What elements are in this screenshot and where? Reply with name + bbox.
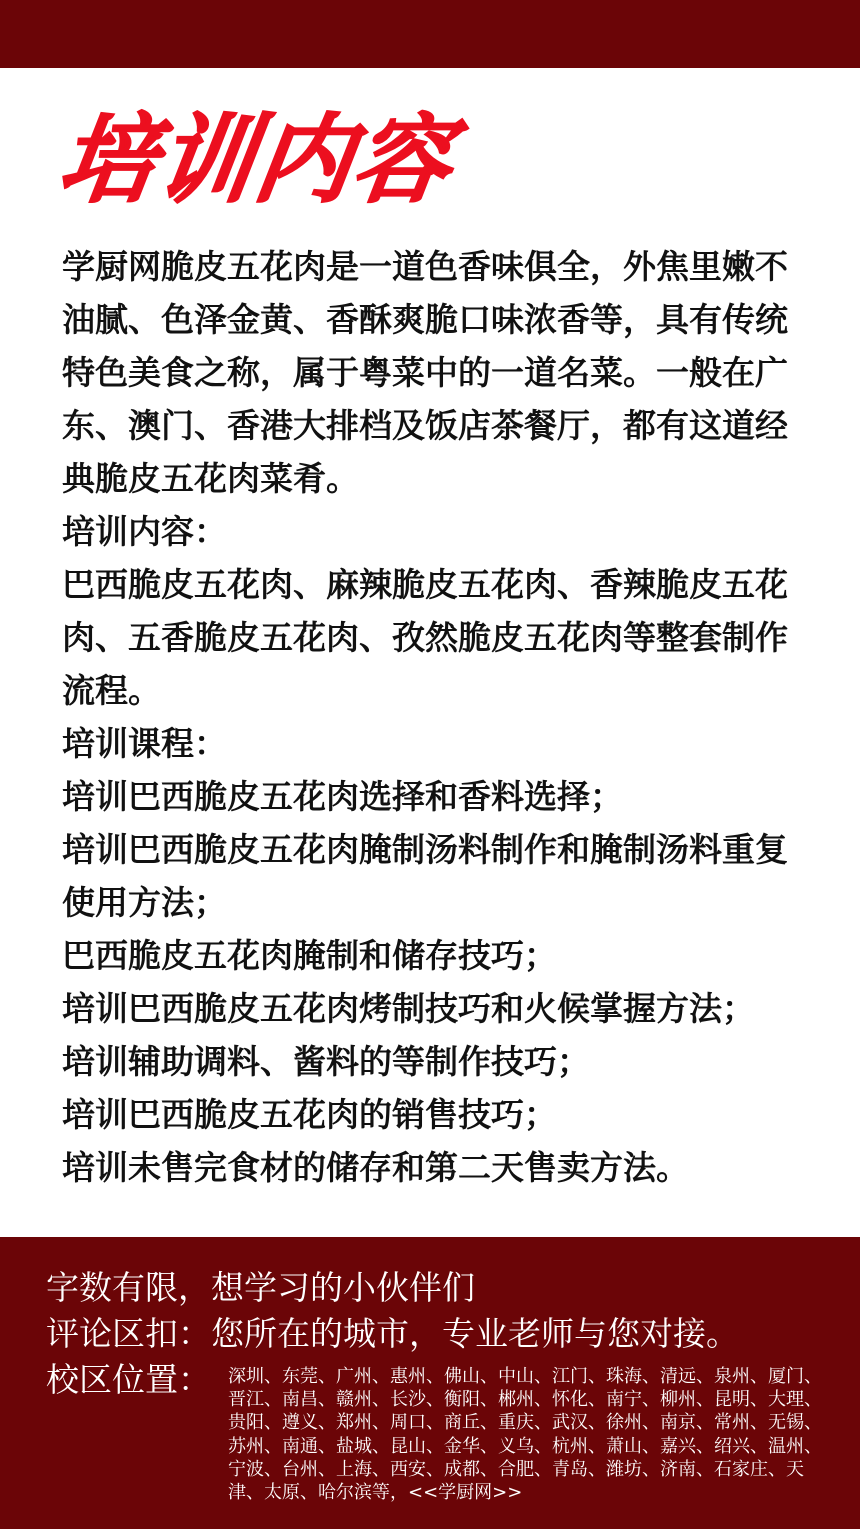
course-item: 培训巴西脆皮五花肉烤制技巧和火候掌握方法； xyxy=(62,989,755,1028)
section-heading-course: 培训课程： xyxy=(62,724,227,763)
page-title: 培训内容 xyxy=(52,104,460,216)
section-heading-content: 培训内容： xyxy=(62,512,227,551)
course-item: 巴西脆皮五花肉腌制和储存技巧； xyxy=(62,936,557,975)
course-item: 培训辅助调料、酱料的等制作技巧； xyxy=(62,1042,590,1081)
course-item: 培训巴西脆皮五花肉的销售技巧； xyxy=(62,1095,557,1134)
course-item: 培训巴西脆皮五花肉腌制汤料制作和腌制汤料重复使用方法； xyxy=(62,830,788,922)
contact-panel xyxy=(0,1237,860,1529)
article-body xyxy=(62,240,802,1194)
intro-paragraph: 学厨网脆皮五花肉是一道色香味俱全，外焦里嫩不油腻、色泽金黄、香酥爽脆口味浓香等，具有传统特色美食之称，属于粤菜中的一道名菜。一般在广东、澳门、香港大排档及饭店茶餐厅，都有这道经典脆皮五花肉菜肴。 xyxy=(62,247,788,498)
course-item: 培训巴西脆皮五花肉选择和香料选择； xyxy=(62,777,623,816)
campus-list: 深圳、东莞、广州、惠州、佛山、中山、江门、珠海、清远、泉州、厦门、晋江、南昌、赣州、长沙、衡阳、郴州、怀化、南宁、柳州、昆明、大理、贵阳、遵义、郑州、周口、商丘、重庆、武汉、徐州、南京、常州、无锡、苏州、南通、盐城、昆山、金华、义乌、杭州、萧山、嘉兴、绍兴、温州、宁波、台州、上海、西安、成都、合肥、青岛、潍坊、济南、石家庄、天津、太原、哈尔滨等，<<学厨网>> xyxy=(228,1366,822,1504)
content-paragraph: 巴西脆皮五花肉、麻辣脆皮五花肉、香辣脆皮五花肉、五香脆皮五花肉、孜然脆皮五花肉等整套制作流程。 xyxy=(62,565,788,710)
top-banner xyxy=(0,0,860,68)
course-item: 培训未售完食材的储存和第二天售卖方法。 xyxy=(62,1148,689,1187)
contact-line-1: 字数有限，想学习的小伙伴们 xyxy=(46,1268,475,1307)
campus-label: 校区位置： xyxy=(46,1360,211,1399)
contact-line-2: 评论区扣：您所在的城市，专业老师与您对接。 xyxy=(46,1314,739,1353)
